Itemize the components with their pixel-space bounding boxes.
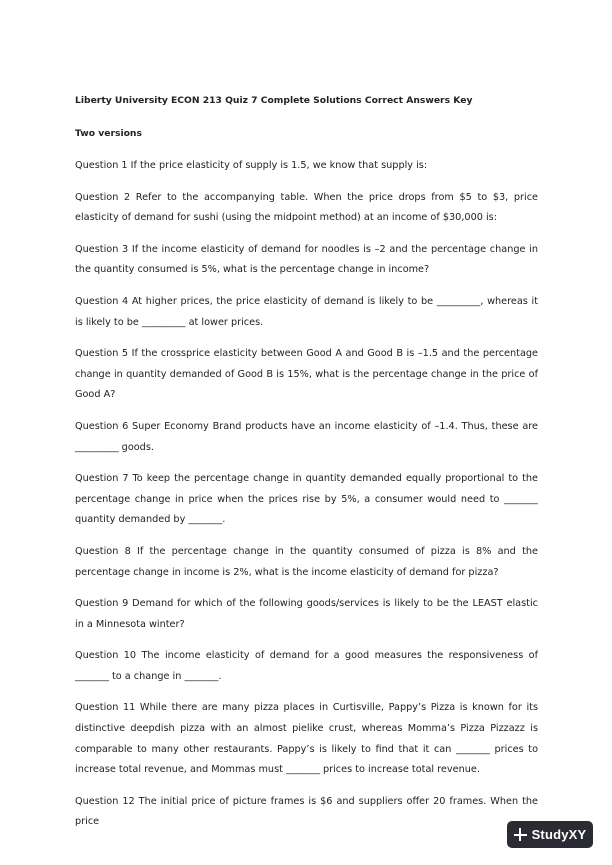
question-11: Question 11 While there are many pizza places in Curtisville, Pappy’s Pizza is known for its distinctive deepdish pizza with an almost pielike crust, whereas Momma’s Pizza Pizzazz is comparable to many other restaurants. Pappy’s is likely to find that it can _______ prices to increase total revenue, and Mommas must _______ prices to increase total revenue. [75,702,538,776]
question-12: Question 12 The initial price of picture frames is $6 and suppliers offer 20 frames. When the price [75,795,538,828]
question-1: Question 1 If the price elasticity of supply is 1.5, we know that supply is: [75,160,428,171]
question-8: Question 8 If the percentage change in the quantity consumed of pizza is 8% and the percentage change in income is 2%, what is the income elasticity of demand for pizza? [75,545,538,578]
document-title: Liberty University ECON 213 Quiz 7 Complete Solutions Correct Answers Key [75,95,473,106]
studyxy-badge-label: StudyXY [531,827,587,842]
question-3: Question 3 If the income elasticity of demand for noodles is –2 and the percentage change in the quantity consumed is 5%, what is the percentage change in income? [75,243,538,276]
document-subtitle: Two versions [75,128,142,139]
question-9: Question 9 Demand for which of the following goods/services is likely to be the LEAST elastic in a Minnesota winter? [75,598,538,630]
question-2: Question 2 Refer to the accompanying table. When the price drops from $5 to $3, price elasticity of demand for sushi (using the midpoint method) at an income of $30,000 is: [75,191,538,224]
question-list [75,156,538,833]
document-page [75,94,538,844]
studyxy-badge[interactable] [507,821,593,848]
question-5: Question 5 If the crossprice elasticity between Good A and Good B is –1.5 and the percentage change in quantity demanded of Good B is 15%, what is the percentage change in the price of Good A? [75,348,538,401]
question-4: Question 4 At higher prices, the price elasticity of demand is likely to be _________, whereas it is likely to be _________ at lower prices. [75,295,538,328]
question-6: Question 6 Super Economy Brand products have an income elasticity of –1.4. Thus, these are _________ goods. [75,420,538,453]
question-10: Question 10 The income elasticity of demand for a good measures the responsiveness of _______ to a change in _______. [75,650,538,682]
plus-icon [514,828,527,841]
question-7: Question 7 To keep the percentage change in quantity demanded equally proportional to the percentage change in price when the prices rise by 5%, a consumer would need to _______ quantity demanded by _______. [75,473,538,526]
